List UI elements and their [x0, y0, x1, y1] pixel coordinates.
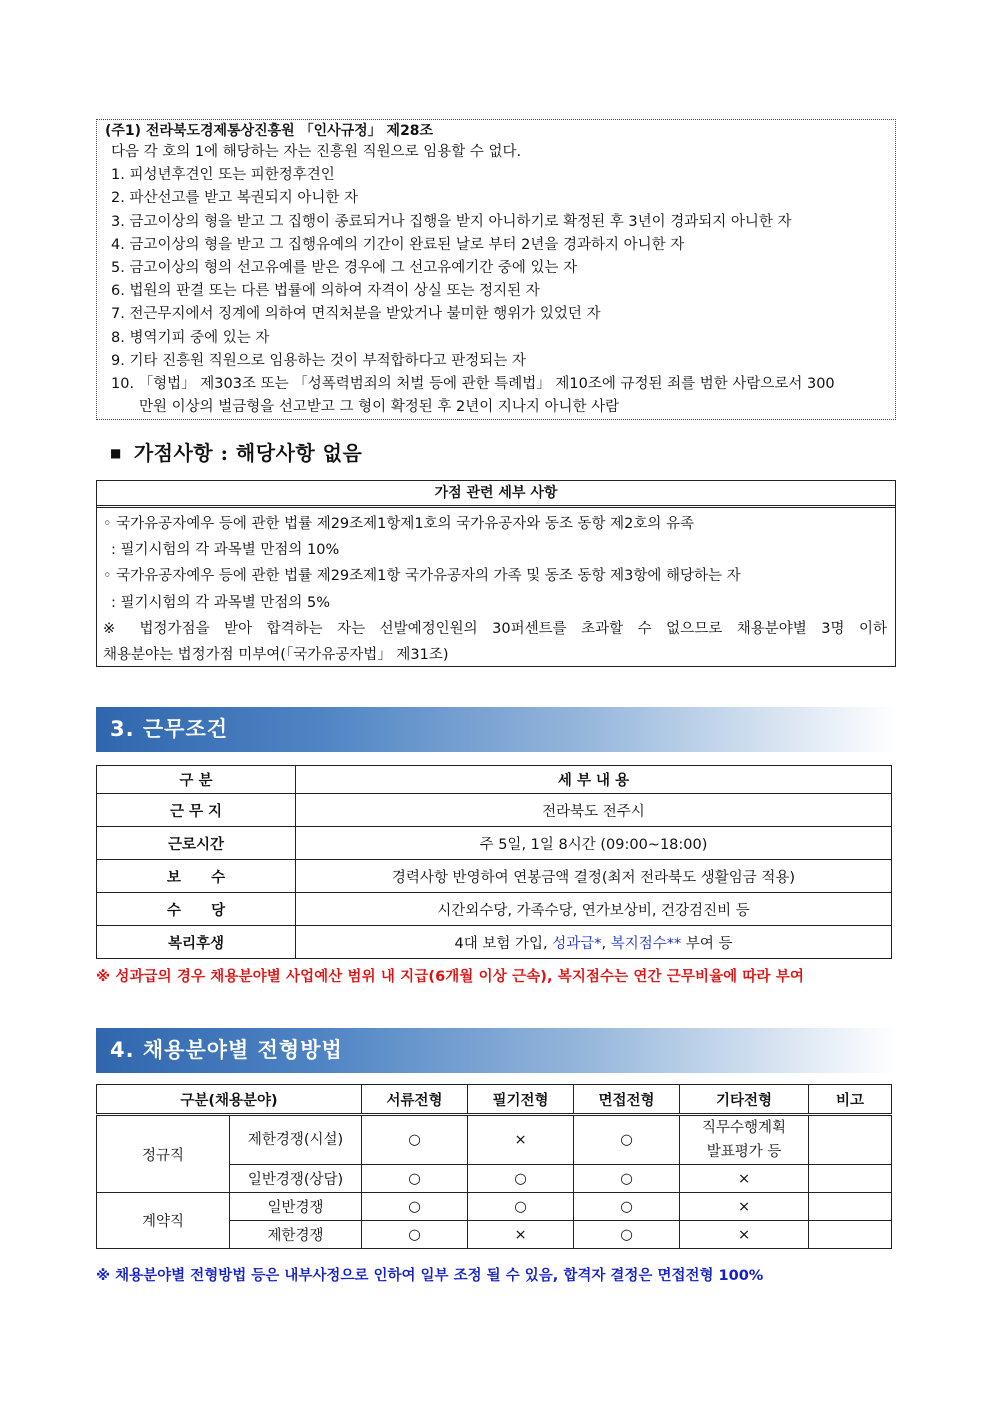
- note-line: 만원 이상의 벌금형을 선고받고 그 형이 확정된 후 2년이 지나지 아니한 사람: [139, 399, 620, 416]
- doc-cell: ○: [362, 1165, 468, 1193]
- interview-cell: ○: [574, 1165, 680, 1193]
- table-row: [97, 794, 892, 827]
- regulation-note-box: [96, 119, 896, 420]
- other-cell: ×: [680, 1193, 809, 1221]
- other-cell: ×: [680, 1221, 809, 1249]
- interview-cell: ○: [574, 1221, 680, 1249]
- table-row: [97, 926, 892, 959]
- other-cell-line: 발표평가 등: [706, 1144, 782, 1160]
- field-cell: 일반경쟁: [230, 1193, 362, 1221]
- doc-cell: ○: [362, 1193, 468, 1221]
- table-row: [97, 1193, 892, 1221]
- written-cell: ×: [468, 1221, 574, 1249]
- table-header: 구분(채용분야): [97, 1085, 362, 1115]
- bonus-line: : 필기시험의 각 과목별 만점의 10%: [111, 542, 340, 559]
- note-line: 다음 각 호의 1에 해당하는 자는 진흥원 직원으로 임용할 수 없다.: [111, 144, 522, 160]
- row-label: 수 당: [97, 893, 296, 926]
- section-3-note: ※ 성과급의 경우 채용분야별 사업예산 범위 내 지급(6개월 이상 근속), 복지점수는 연간 근무비율에 따라 부여: [96, 969, 805, 985]
- table-header: 면접전형: [574, 1085, 680, 1115]
- bonus-heading: [110, 437, 362, 466]
- section-3-header: [96, 707, 896, 752]
- row-value: 전라북도 전주시: [296, 794, 892, 827]
- group-label: 계약직: [97, 1193, 230, 1249]
- row-value: 시간외수당, 가족수당, 연가보상비, 건강검진비 등: [296, 893, 892, 926]
- table-row: [97, 1115, 892, 1165]
- welfare-text: 4대 보험 가입,: [454, 935, 553, 952]
- table-row: [97, 893, 892, 926]
- bonus-line: ◦ 국가유공자예우 등에 관한 법률 제29조제1항 국가유공자의 가족 및 동조 동항 제3항에 해당하는 자: [103, 568, 741, 585]
- table-header-row: [97, 766, 892, 794]
- written-cell: ×: [468, 1115, 574, 1165]
- welfare-separator: ,: [601, 935, 611, 952]
- table-row: [97, 827, 892, 860]
- group-label: 정규직: [97, 1115, 230, 1193]
- selection-method-table: [96, 1084, 892, 1249]
- table-header: 비고: [809, 1085, 892, 1115]
- table-header: 서류전형: [362, 1085, 468, 1115]
- note-line: 1. 피성년후견인 또는 피한정후견인: [111, 167, 335, 184]
- welfare-suffix: 부여 등: [681, 935, 733, 952]
- remark-cell: [809, 1221, 892, 1249]
- other-cell: ×: [680, 1165, 809, 1193]
- note-line: 4. 금고이상의 형을 받고 그 집행유예의 기간이 완료된 날로 부터 2년을 경과하지 아니한 자: [111, 236, 685, 253]
- bonus-detail-box: [96, 480, 896, 667]
- bonus-heading-text: 가점사항 : 해당사항 없음: [133, 441, 363, 465]
- bonus-line: ※ 법정가점을 받아 합격하는 자는 선발예정인원의 30퍼센트를 초과할 수 없으므로 채용분야별 3명 이하: [103, 620, 887, 637]
- work-conditions-table: [96, 765, 892, 959]
- note-line: 8. 병역기피 중에 있는 자: [111, 329, 270, 346]
- welfare-points-text: 복지점수**: [610, 935, 682, 952]
- note-title: (주1) 전라북도경제통상진흥원 「인사규정」 제28조: [105, 123, 434, 139]
- note-line: 3. 금고이상의 형을 받고 그 집행이 종료되거나 집행을 받지 아니하기로 확정된 후 3년이 경과되지 아니한 자: [111, 213, 792, 230]
- field-cell: 제한경쟁(시설): [230, 1115, 362, 1165]
- row-label: 보 수: [97, 860, 296, 893]
- table-row: [97, 860, 892, 893]
- row-label: 근 무 지: [97, 794, 296, 827]
- interview-cell: ○: [574, 1115, 680, 1165]
- table-header: 세 부 내 용: [296, 766, 892, 794]
- remark-cell: [809, 1115, 892, 1165]
- note-line: 6. 법원의 판결 또는 다른 법률에 의하여 자격이 상실 또는 정지된 자: [111, 283, 540, 300]
- remark-cell: [809, 1165, 892, 1193]
- doc-cell: ○: [362, 1115, 468, 1165]
- field-cell: 제한경쟁: [230, 1221, 362, 1249]
- note-line: 5. 금고이상의 형의 선고유예를 받은 경우에 그 선고유예기간 중에 있는 자: [111, 260, 578, 277]
- bonus-box-title: 가점 관련 세부 사항: [97, 481, 895, 508]
- square-bullet-icon: ■: [110, 446, 122, 460]
- note-line: 2. 파산선고를 받고 복권되지 아니한 자: [111, 190, 358, 207]
- note-line: 7. 전근무지에서 징계에 의하여 면직처분을 받았거나 불미한 행위가 있었던 자: [111, 306, 601, 323]
- section-4-header: [96, 1028, 896, 1073]
- other-cell: [680, 1115, 809, 1165]
- bonus-line: : 필기시험의 각 과목별 만점의 5%: [111, 594, 331, 611]
- table-header: 기타전형: [680, 1085, 809, 1115]
- interview-cell: ○: [574, 1193, 680, 1221]
- row-value: 주 5일, 1일 8시간 (09:00~18:00): [296, 827, 892, 860]
- performance-bonus-text: 성과급*: [552, 935, 602, 952]
- section-4-title: 4. 채용분야별 전형방법: [110, 1038, 343, 1062]
- written-cell: ○: [468, 1193, 574, 1221]
- table-header: 구 분: [97, 766, 296, 794]
- field-cell: 일반경쟁(상담): [230, 1165, 362, 1193]
- note-line: 10. 「형법」 제303조 또는 「성폭력범죄의 처벌 등에 관한 특례법」 제10조에 규정된 죄를 범한 사람으로서 300: [111, 376, 835, 393]
- remark-cell: [809, 1193, 892, 1221]
- doc-cell: ○: [362, 1221, 468, 1249]
- bonus-line: 채용분야는 법정가점 미부여(「국가유공자법」 제31조): [103, 647, 449, 664]
- row-value: [296, 926, 892, 959]
- section-3-title: 3. 근무조건: [110, 717, 229, 741]
- other-cell-line: 직무수행계획: [701, 1120, 787, 1136]
- table-header: 필기전형: [468, 1085, 574, 1115]
- table-header-row: [97, 1085, 892, 1115]
- row-label: 근로시간: [97, 827, 296, 860]
- note-line: 9. 기타 진흥원 직원으로 임용하는 것이 부적합하다고 판정되는 자: [111, 352, 526, 369]
- section-4-note: ※ 채용분야별 전형방법 등은 내부사정으로 인하여 일부 조정 될 수 있음, 합격자 결정은 면접전형 100%: [96, 1268, 764, 1284]
- written-cell: ○: [468, 1165, 574, 1193]
- bonus-line: ◦ 국가유공자예우 등에 관한 법률 제29조제1항제1호의 국가유공자와 동조 동항 제2호의 유족: [103, 516, 695, 532]
- row-label: 복리후생: [97, 926, 296, 959]
- row-value: 경력사항 반영하여 연봉금액 결정(최저 전라북도 생활임금 적용): [296, 860, 892, 893]
